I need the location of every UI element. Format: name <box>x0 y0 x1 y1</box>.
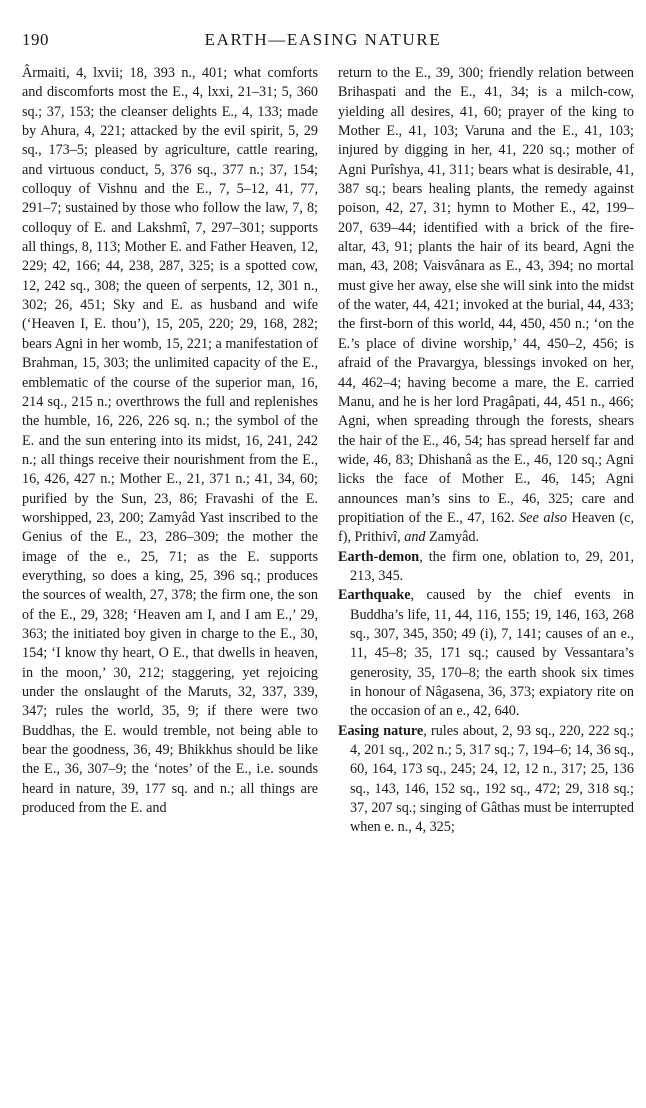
see-also-label: See also <box>519 509 567 526</box>
index-entry <box>338 722 634 838</box>
entry-headword: Easing nature <box>338 722 424 739</box>
index-columns <box>22 64 634 1094</box>
continued-entry-earth-end <box>338 64 634 548</box>
entry-headword: Earth-demon <box>338 548 420 565</box>
entry-text: return to the E., 39, 300; friendly relation between Brihaspati and the E., 41, 34; is a milch-cow, yielding all desires, 41, 60; prayer of the king to Mother E., 41, 103; Varuna and the E., 41, 103; injured by digging in her, 41, 220 sq.; mother of Agni Purîshya, 41, 311; bears what is desirable, 41, 387 sq.; bears healing plants, the remedy against poison, 42, 27, 31; hymn to Mother E., 42, 199–207, 639–44; identified with a brick of the fire-altar, 43, 91; plants the hair of its beard, Agni the man, 43, 208; Vaisvânara as E., 43, 394; no mortal must give her away, else she will sink into the midst of the water, 44, 421; invoked at the burial, 44, 433; the first-born of this world, 44, 450, 450 n.; ‘on the E.’s place of divine worship,’ 44, 450–2, 456; is afraid of the Pravargya, blessings invoked on her, 44, 462–4; having become a mare, the E. carried Manu, and he is her lord Pragâpati, 44, 451 n., 466; Agni, when spreading through the forests, shears the hair of the E., 46, 54; has spread herself far and wide, 46, 83; Dhishanâ as the E., 46, 120 sq.; Agni licks the face of Mother E., 46, 145; Agni announces man’s sins to E., 46, 325; care and propitiation of the E., 47, 162. <box>338 65 634 526</box>
entry-headword: Earthquake <box>338 587 411 604</box>
continued-entry-earth: Ârmaiti, 4, lxvii; 18, 393 n., 401; what comforts and discomforts most the E., 4, lxxi, 21–31; 5, 360 sq.; 37, 153; the cleanser delights E., 4, 133; made by Ahura, 4, 221; attacked by the evil spirit, 5, 29 sq., 173–5; pleased by agriculture, cattle rearing, and virtuous conduct, 5, 376 sq., 377 n.; 37, 154; colloquy of Vishnu and the E., 7, 5–12, 41, 77, 291–7; sustained by those who follow the law, 7, 8; colloquy of E. and Lakshmî, 7, 297–301; supports all things, 8, 113; Mother E. and Father Heaven, 12, 229; 42, 166; 44, 238, 287, 325; is a spotted cow, 12, 242 sq., 308; the queen of serpents, 12, 301 n., 302; 26, 451; Sky and E. as husband and wife (‘Heaven I, E. thou’), 15, 205, 220; 29, 168, 282; bears Agni in her womb, 15, 221; a manifestation of Brahman, 15, 303; the unlimited capacity of the E., emblematic of the course of the superior man, 16, 214 sq., 215 n.; overthrows the full and replenishes the humble, 16, 226, 226 sq. n.; the symbol of the E. and the sun entering into its midst, 16, 241, 242 n.; all things receive their nourishment from the E., 16, 426, 427 n.; Mother E., 21, 371 n.; 41, 34, 60; purified by the Sun, 23, 86; Fravashi of the E. worshipped, 23, 200; Zamyâd Yast inscribed to the Genius of the E., 23, 286–309; the mother the image of the e., 25, 71; as the E. supports everything, so does a king, 25, 396 sq.; produces the sources of wealth, 27, 378; the firm one, the son of the E., 29, 328; ‘Heaven am I, and I am E.,’ 29, 363; the initiated boy given in charge to the E., 30, 154; ‘I know thy heart, O E., that dwells in heaven, in the moon,’ 30, 212; staggering, yet rejoicing under the onslaught of the Maruts, 32, 337, 339, 347; rules the world, 35, 9; if there were two Buddhas, the E. would tremble, not being able to bear the goodness, 36, 49; Bhikkhus should be like the E., 36, 307–9; the ‘notes’ of the E., i.e. sounds heard in nature, 39, 177 sq. and n.; all things are produced from the E. and <box>22 65 318 817</box>
left-column <box>22 64 318 1094</box>
page-header <box>22 30 624 56</box>
entry-text: , rules about, 2, 93 sq., 220, 222 sq.; 4, 201 sq., 202 n.; 5, 317 sq.; 7, 194–6; 14, 36 sq., 60, 164, 173 sq., 245; 24, 12, 12 n., 317; 25, 136 sq., 143, 146, 152 sq., 192 sq., 472; 29, 318 sq.; 37, 207 sq.; singing of Gâthas must be interrupted when e. n., 4, 325; <box>350 722 634 836</box>
see-also-last: Zamyâd. <box>429 529 480 546</box>
index-entry <box>338 548 634 587</box>
index-entry <box>338 586 634 721</box>
right-column <box>338 64 634 1094</box>
entry-text: , the firm one, oblation to, 29, 201, 213, 345. <box>350 548 634 584</box>
entry-text: , caused by the chief events in Buddha’s life, 11, 44, 116, 155; 19, 146, 163, 268 sq., 307, 345, 350; 49 (i), 7, 141; causes of an e., 11, 45–8; 35, 171 sq.; caused by Vessantara’s generosity, 35, 170–8; the earth shook six times in honour of Nâgasena, 36, 373; expiatory rite on the occasion of an e., 42, 640. <box>350 587 634 720</box>
page-number: 190 <box>22 30 49 49</box>
and-label: and <box>404 529 426 546</box>
running-head: EARTH—EASING NATURE <box>204 30 442 49</box>
see-also-text: Heaven (c, f), Prithivî, <box>338 509 634 546</box>
